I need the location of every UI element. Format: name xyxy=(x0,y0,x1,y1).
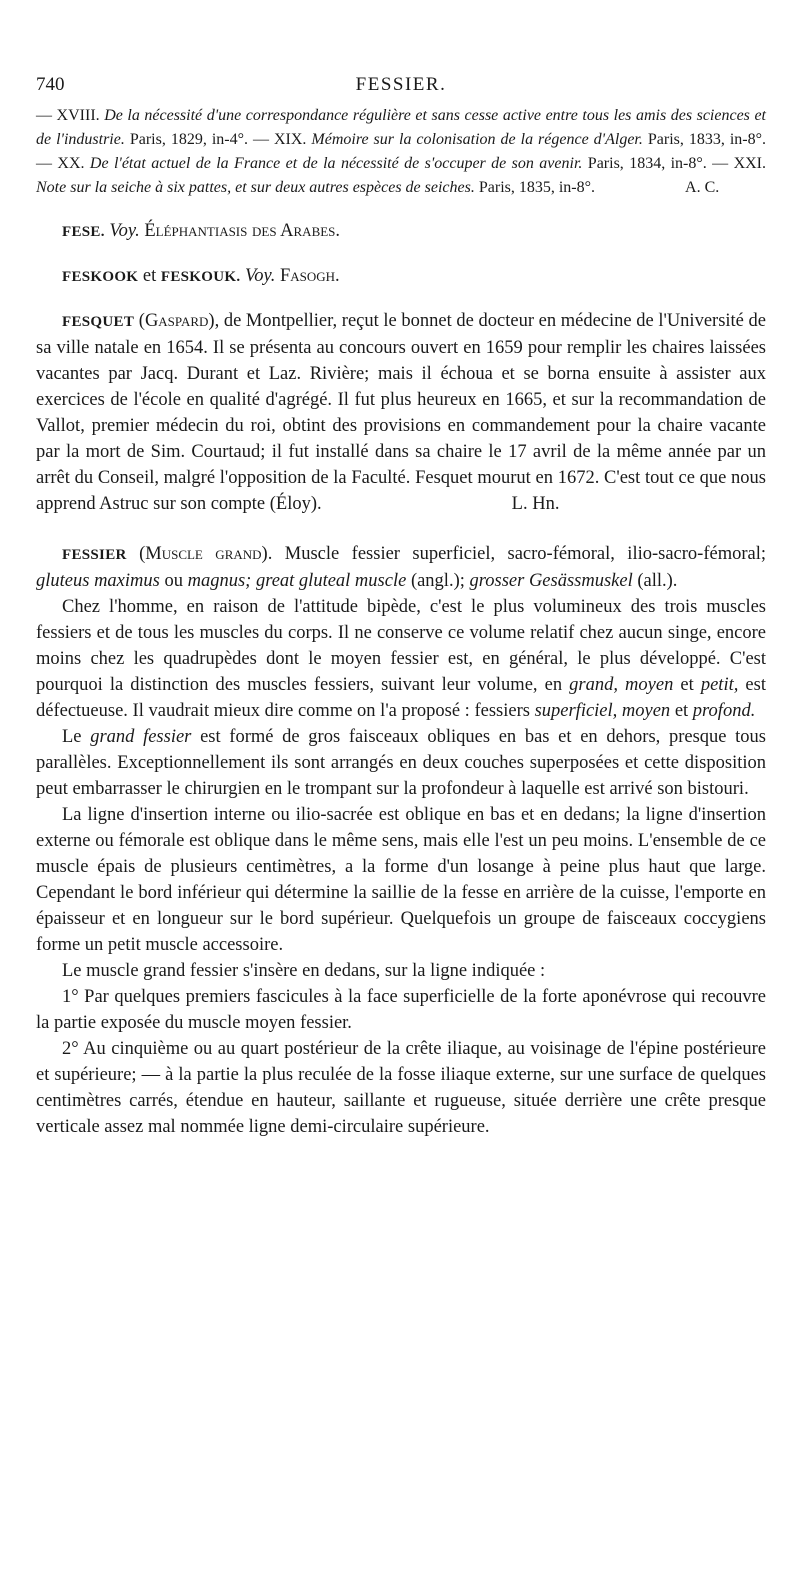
paragraph-text: et xyxy=(670,701,693,721)
italic-term: superficiel, moyen xyxy=(534,701,671,721)
see-reference-label: Voy. xyxy=(109,221,140,241)
bibliography-continuation xyxy=(36,104,766,200)
latin-term: gluteus maximus xyxy=(36,571,160,591)
italic-term: grand, moyen xyxy=(569,675,674,695)
biblio-title: Note sur la seiche à six pattes, et sur deux autres espèces de seiches. xyxy=(36,179,475,196)
biblio-title: De l'état actuel de la France et de la nécessité de s'occuper de son avenir. xyxy=(89,155,583,172)
paragraph-text: Le xyxy=(62,727,91,747)
headword-connector: et xyxy=(138,266,161,286)
author-signature: A. C. xyxy=(685,179,720,196)
biblio-text: — XVIII. xyxy=(36,107,105,124)
page-header xyxy=(36,72,766,104)
paragraph-text: est formé de gros faisceaux obliques en bas et en dehors, presque tous parallèles. Exceptionnellement ils sont arrangés en deux couches superposées et cette disposition peut embarrasser le chirurgien en le trompant sur la profondeur à laquelle est arrivé son bistouri. xyxy=(36,727,767,799)
paragraph: Le muscle grand fessier s'insère en dedans, sur la ligne indiquée : xyxy=(62,961,546,981)
biblio-text: Paris, 1829, in-4°. — XIX. xyxy=(124,131,312,148)
biblio-text: Paris, 1833, in-8°. — XX. xyxy=(36,131,767,172)
paragraph: 1° Par quelques premiers fascicules à la face superficielle de la forte aponévrose qui recouvre la partie exposée du muscle moyen fessier. xyxy=(36,987,766,1033)
subhead: Muscle grand xyxy=(145,544,262,564)
entry-text: ou xyxy=(159,571,188,591)
italic-term: petit, xyxy=(700,675,739,695)
paragraph-text: Chez l'homme, en raison de l'attitude bipède, c'est le plus volumineux des trois muscles fessiers et de tous les muscles du corps. Il ne conserve ce volume relatif chez aucun singe, encore moins chez les quadrupèdes dont le moyen fessier est, en général, le plus développé. C'est pourquoi la distinction des muscles fessiers, suivant leur volume, en xyxy=(36,597,766,695)
headword: FESKOUK. xyxy=(160,269,241,285)
paragraph xyxy=(36,594,766,724)
paragraph xyxy=(36,724,766,802)
author-signature: L. Hn. xyxy=(511,494,560,514)
entry-text: (angl.); xyxy=(406,571,470,591)
cross-reference: Fasogh. xyxy=(279,266,340,286)
entry-text: ), de Montpellier, reçut le bonnet de docteur en médecine de l'Université de sa ville natale en 1654. Il se présenta au concours ouvert en 1659 pour remplir les chaires laissées vacantes par Jacq. Durant et Laz. Rivière; mais il échoua et se borna ensuite à assister aux exercices de l'école en qualité d'agrégé. Il fut plus heureux en 1665, et sur la recommandation de Vallot, premier médecin du roi, obtint des provisions en commandement pour la chaire vacante par la mort de Sim. Courtaud; il fut installé dans sa chaire le 17 avril de la même année par un arrêt du Conseil, malgré l'opposition de la Faculté. Fesquet mourut en 1672. C'est tout ce que nous apprend Astruc sur son compte (Éloy). xyxy=(36,311,766,514)
entry-fese xyxy=(36,218,766,245)
german-term: grosser Gesässmuskel xyxy=(469,571,633,591)
first-name: Gaspard xyxy=(144,311,209,331)
latin-term: magnus; great gluteal muscle xyxy=(187,571,407,591)
headword: FESKOOK xyxy=(62,269,139,285)
italic-term: grand fessier xyxy=(90,727,192,747)
paragraph-text: et xyxy=(673,675,701,695)
biblio-title: Mémoire sur la colonisation de la régence d'Alger. xyxy=(311,131,643,148)
biblio-title: De la nécessité d'une correspondance régulière et sans cesse active entre tous les amis des sciences et de l'industrie. xyxy=(36,107,767,148)
biblio-text: Paris, 1835, in-8°. xyxy=(474,179,596,196)
entry-fessier xyxy=(36,541,766,1140)
headword: FESE. xyxy=(62,224,105,240)
page-number: 740 xyxy=(36,74,65,95)
paragraph: 2° Au cinquième ou au quart postérieur de la crête iliaque, au voisinage de l'épine postérieure et supérieure; — à la partie la plus reculée de la fosse iliaque externe, sur une surface de quelques centimètres carrés, étendue en hauteur, saillante et rugueuse, située derrière une crête presque verticale assez mal nommée ligne demi-circulaire supérieure. xyxy=(36,1039,766,1137)
paragraph-text: est défectueuse. Il vaudrait mieux dire comme on l'a proposé : fessiers xyxy=(36,675,766,721)
entry-body: FESQUET (Gaspard), de Montpellier, reçut le bonnet de docteur en médecine de l'Université de sa ville natale en 1654. Il se présenta au concours ouvert en 1659 pour remplir les chaires laissées vacantes par Jacq. Durant et Laz. Rivière; mais il échoua et se borna ensuite à assister aux exercices de l'école en qualité d'agrégé. Il fut plus heureux en 1665, et sur la recommandation de Vallot, premier médecin du roi, obtint des provisions en commandement pour la chaire vacante par la mort de Sim. Courtaud; il fut installé dans sa chaire le 17 avril de la même année par un arrêt du Conseil, malgré l'opposition de la Faculté. Fesquet mourut en 1672. C'est tout ce que nous apprend Astruc sur son compte (Éloy). L. Hn. xyxy=(36,311,766,514)
biblio-text: Paris, 1834, in-8°. — XXI. xyxy=(582,155,767,172)
entry-definition: FESSIER (Muscle grand). Muscle fessier superficiel, sacro-fémoral, ilio-sacro-fémoral; gluteus maximus ou magnus; great gluteal muscle (angl.); grosser Gesässmuskel (all.). xyxy=(36,544,766,591)
paragraph: La ligne d'insertion interne ou ilio-sacrée est oblique en bas et en dedans; la ligne d'insertion externe ou fémorale est oblique dans le même sens, mais elle l'est un peu moins. L'ensemble de ce muscle épais de plusieurs centimètres, a la forme d'un losange à peine plus haut que large. Cependant le bord inférieur qui détermine la saillie de la fesse en arrière de la cuisse, l'emporte en épaisseur et en longueur sur le bord supérieur. Quelquefois un groupe de faisceaux coccygiens forme un petit muscle accessoire. xyxy=(36,805,766,955)
entry-text: (all.). xyxy=(632,571,678,591)
headword: FESQUET xyxy=(62,314,135,330)
see-reference-label: Voy. xyxy=(245,266,276,286)
bibliography-text xyxy=(36,104,766,200)
cross-reference: Éléphantiasis des Arabes. xyxy=(144,221,341,241)
headword: FESSIER xyxy=(62,547,127,563)
entry-fesquet xyxy=(36,308,766,517)
entry-feskook xyxy=(36,263,766,290)
running-head: FESSIER. xyxy=(355,74,447,95)
italic-term: profond. xyxy=(692,701,756,721)
entry-text: ). Muscle fessier superficiel, sacro-fémoral, ilio-sacro-fémoral; xyxy=(261,544,766,564)
